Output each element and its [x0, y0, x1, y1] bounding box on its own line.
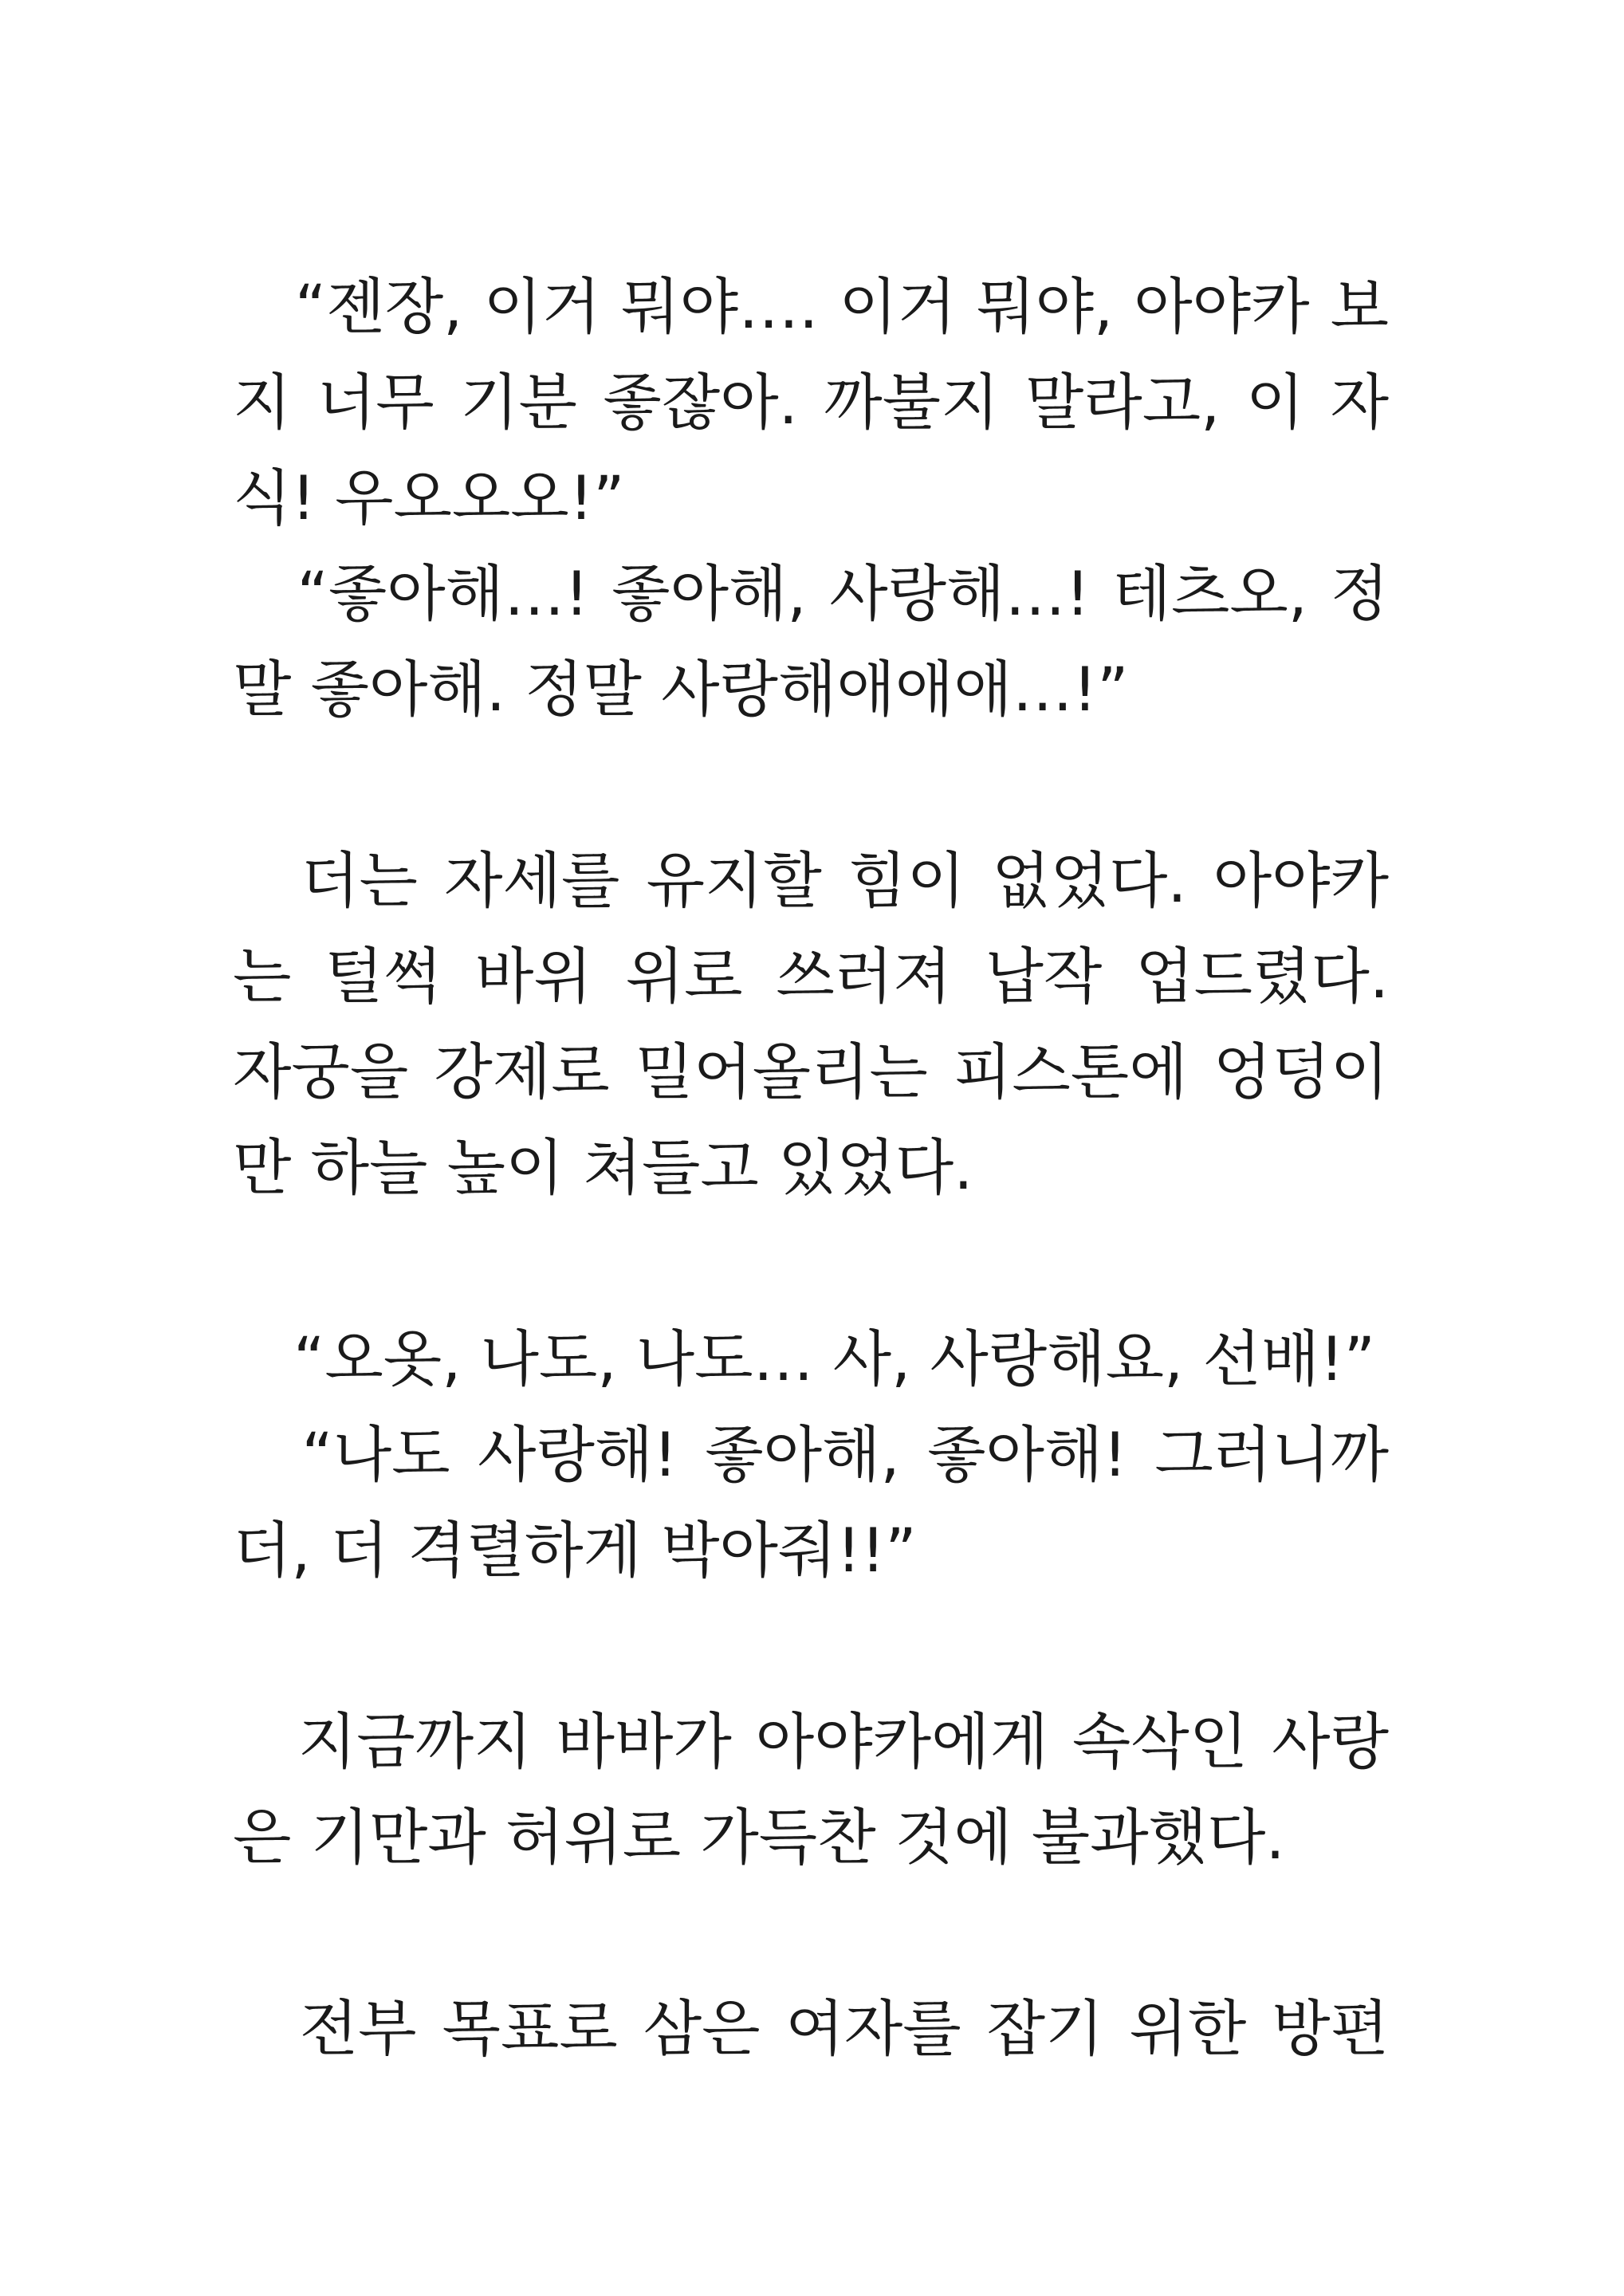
text-line-10: “오옷, 나도, 나도… 사, 사랑해요, 선배!” [233, 1323, 1376, 1394]
text-line-8: 자궁을 강제로 밀어올리는 피스톤에 엉덩이 [233, 1036, 1389, 1107]
text-line-12: 더, 더 격렬하게 박아줘!!” [233, 1515, 917, 1586]
text-line-2: 지 너무 기분 좋잖아. 까불지 말라고, 이 자 [233, 367, 1389, 438]
text-line-15: 전부 목표로 삼은 여자를 잡기 위한 방편 [233, 1993, 1389, 2064]
text-line-6: 더는 자세를 유지할 힘이 없었다. 아야카 [233, 845, 1389, 916]
text-line-1: “젠장, 이거 뭐야…. 이거 뭐야, 아야카 보 [233, 271, 1389, 342]
text-line-14: 은 기만과 허위로 가득찬 것에 불과했다. [233, 1802, 1285, 1873]
text-line-9: 만 하늘 높이 쳐들고 있었다. [233, 1132, 973, 1203]
text-line-13: 지금까지 바바가 아야카에게 속삭인 사랑 [233, 1706, 1389, 1777]
text-line-4: “좋아해…! 좋아해, 사랑해…! 테츠오, 정 [233, 558, 1389, 629]
text-line-7: 는 털썩 바위 위로 쓰러져 납작 업드렸다. [233, 941, 1389, 1012]
text-line-5: 말 좋아해. 정말 사랑해애애애…!” [233, 654, 1129, 725]
text-line-3: 식! 우오오오!” [233, 462, 625, 533]
text-line-11: “나도 사랑해! 좋아해, 좋아해! 그러니까 [233, 1419, 1389, 1490]
